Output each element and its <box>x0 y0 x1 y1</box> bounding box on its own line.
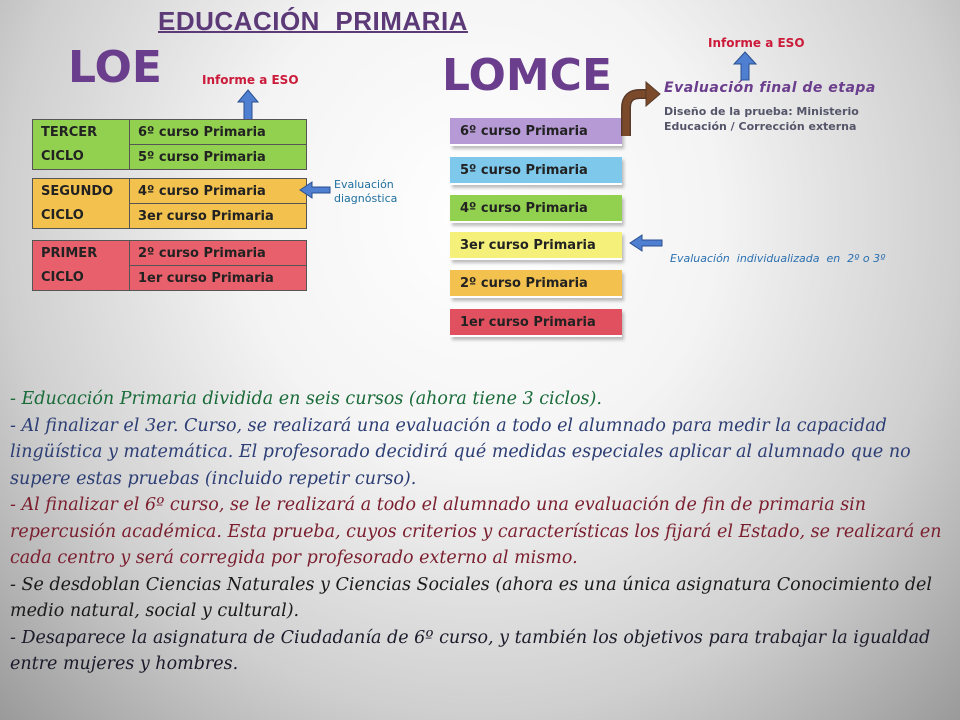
evaluacion-final-label: Evaluación final de etapa <box>664 80 876 96</box>
paragraph: - Al finalizar el 6º curso, se le realizará a todo el alumnado una evaluación de fin de primaria sin repercusión académica. Esta prueba, cuyos criterios y características los fijará el Estado, se realizará en cada centro y será corregida por profesorado externo al mismo. <box>10 495 942 568</box>
course-cell: 2º curso Primaria <box>130 241 307 266</box>
up-arrow-icon <box>236 88 260 122</box>
left-arrow-icon <box>628 234 664 252</box>
lomce-course-bar: 5º curso Primaria <box>450 157 622 185</box>
lomce-informe-label: Informe a ESO <box>708 36 805 50</box>
cycle-name: SEGUNDO CICLO <box>33 179 130 229</box>
paragraph: - Educación Primaria dividida en seis cursos (ahora tiene 3 ciclos). <box>10 389 602 409</box>
diseno-prueba-note: Diseño de la prueba: Ministerio Educación / Corrección externa <box>664 105 859 133</box>
course-cell: 3er curso Primaria <box>130 204 307 229</box>
curved-arrow-icon <box>612 80 662 138</box>
lomce-course-bar: 4º curso Primaria <box>450 195 622 223</box>
lomce-label: LOMCE <box>442 50 613 101</box>
course-cell: 6º curso Primaria <box>130 120 307 145</box>
course-cell: 5º curso Primaria <box>130 145 307 170</box>
up-arrow-icon <box>732 50 758 82</box>
lomce-course-bar: 1er curso Primaria <box>450 309 622 337</box>
lomce-course-bar: 2º curso Primaria <box>450 270 622 298</box>
loe-cycle-segundo <box>32 178 307 229</box>
cycle-name: PRIMER CICLO <box>33 241 130 291</box>
loe-cycle-primer <box>32 240 307 291</box>
page-title: EDUCACIÓN PRIMARIA <box>158 6 468 36</box>
body-text <box>10 386 950 678</box>
loe-label: LOE <box>68 42 162 93</box>
evaluacion-individualizada-note: Evaluación individualizada en 2º o 3º <box>670 252 886 265</box>
evaluacion-diagnostica-note: Evaluación diagnóstica <box>334 178 398 205</box>
lomce-course-bar: 6º curso Primaria <box>450 118 622 146</box>
cycle-name: TERCER CICLO <box>33 120 130 170</box>
paragraph: - Desaparece la asignatura de Ciudadanía de 6º curso, y también los objetivos para trabajar la igualdad entre mujeres y hombres. <box>10 627 931 674</box>
paragraph: - Al finalizar el 3er. Curso, se realizará una evaluación a todo el alumnado para medir la capacidad lingüística y matemática. El profesorado decidirá qué medidas especiales aplicar al alumnado que no supere estas pruebas (incluido repetir curso). <box>10 415 911 489</box>
lomce-course-bar: 3er curso Primaria <box>450 232 622 260</box>
course-cell: 1er curso Primaria <box>130 266 307 291</box>
paragraph: - Se desdoblan Ciencias Naturales y Ciencias Sociales (ahora es una única asignatura Conocimiento del medio natural, social y cultural). <box>10 574 932 621</box>
loe-informe-label: Informe a ESO <box>202 73 299 87</box>
left-arrow-icon <box>298 180 332 200</box>
course-cell: 4º curso Primaria <box>130 179 307 204</box>
loe-cycle-tercer <box>32 119 307 170</box>
